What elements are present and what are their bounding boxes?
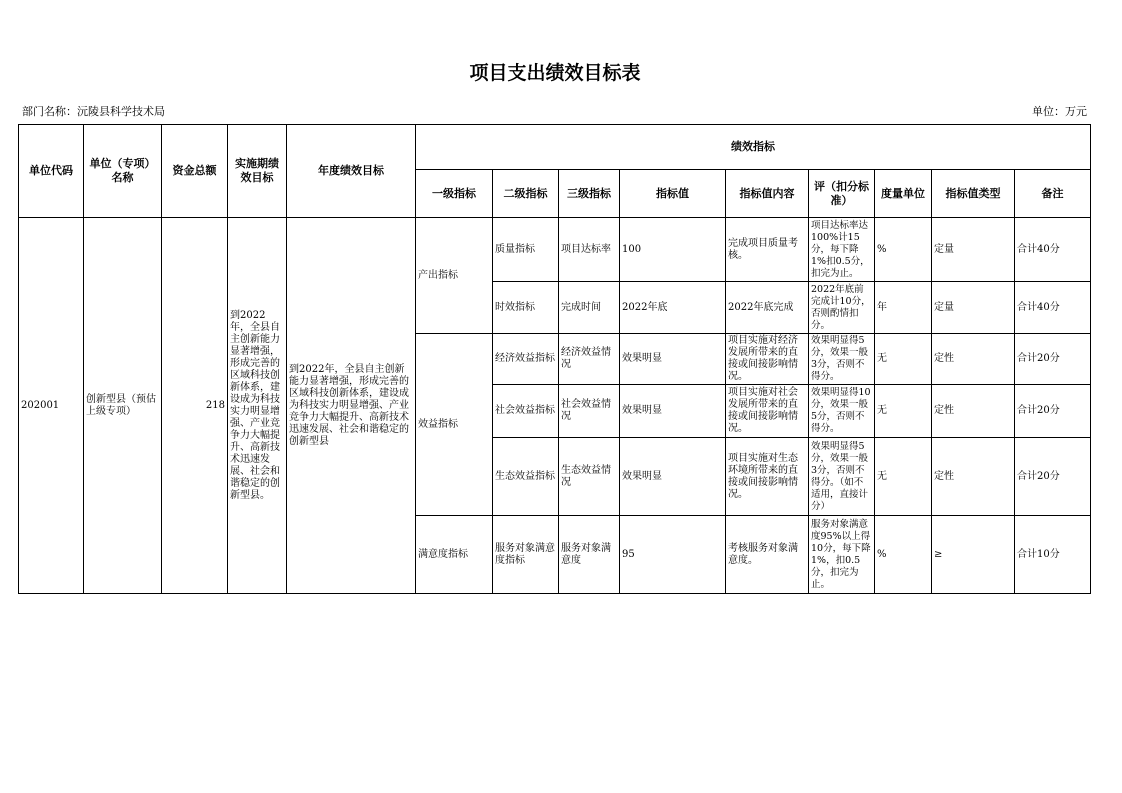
header-period-goal: 实施期绩效目标 — [228, 125, 287, 218]
level1-cell: 产出指标 — [416, 218, 493, 334]
level3-cell: 经济效益情况 — [559, 334, 620, 385]
indicator-value-cell: 效果明显 — [620, 334, 726, 385]
indicator-content-cell: 完成项目质量考核。 — [726, 218, 809, 282]
indicator-value-cell: 2022年底 — [620, 282, 726, 334]
remark-cell: 合计10分 — [1015, 516, 1091, 594]
scoring-cell: 项目达标率达100%计15分，每下降1%扣0.5分，扣完为止。 — [809, 218, 875, 282]
indicator-value-cell: 效果明显 — [620, 385, 726, 438]
indicator-content-cell: 项目实施对社会发展所带来的直接或间接影响情况。 — [726, 385, 809, 438]
header-unit-name: 单位（专项）名称 — [84, 125, 162, 218]
value-type-cell: ≥ — [932, 516, 1015, 594]
indicator-content-cell: 项目实施对生态环境所带来的直接或间接影响情况。 — [726, 438, 809, 516]
scoring-cell: 效果明显得5分，效果一般3分，否则不得分。（如不适用，直接计分） — [809, 438, 875, 516]
value-type-cell: 定量 — [932, 218, 1015, 282]
remark-cell: 合计40分 — [1015, 282, 1091, 334]
indicator-content-cell: 项目实施对经济发展所带来的直接或间接影响情况。 — [726, 334, 809, 385]
level2-cell: 质量指标 — [493, 218, 559, 282]
performance-target-table — [18, 124, 1091, 594]
header-performance-indicators: 绩效指标 — [416, 125, 1091, 170]
header-indicator-content: 指标值内容 — [726, 170, 809, 218]
header-value-type: 指标值类型 — [932, 170, 1015, 218]
remark-cell: 合计20分 — [1015, 438, 1091, 516]
level2-cell: 时效指标 — [493, 282, 559, 334]
level3-cell: 社会效益情况 — [559, 385, 620, 438]
table-row — [19, 218, 1091, 282]
header-unit-code: 单位代码 — [19, 125, 84, 218]
indicator-value-cell: 100 — [620, 218, 726, 282]
header-remark: 备注 — [1015, 170, 1091, 218]
header-scoring: 评（扣分标准） — [809, 170, 875, 218]
measure-unit-cell: % — [875, 516, 932, 594]
header-measure-unit: 度量单位 — [875, 170, 932, 218]
header-annual-goal: 年度绩效目标 — [287, 125, 416, 218]
total-funds-cell: 218 — [162, 218, 228, 594]
header-total-funds: 资金总额 — [162, 125, 228, 218]
value-type-cell: 定性 — [932, 438, 1015, 516]
header-level3: 三级指标 — [559, 170, 620, 218]
header-level1: 一级指标 — [416, 170, 493, 218]
remark-cell: 合计20分 — [1015, 385, 1091, 438]
remark-cell: 合计20分 — [1015, 334, 1091, 385]
measure-unit-cell: 无 — [875, 334, 932, 385]
indicator-content-cell: 考核服务对象满意度。 — [726, 516, 809, 594]
value-type-cell: 定性 — [932, 385, 1015, 438]
scoring-cell: 效果明显得10分，效果一般5分，否则不得分。 — [809, 385, 875, 438]
level3-cell: 项目达标率 — [559, 218, 620, 282]
indicator-value-cell: 效果明显 — [620, 438, 726, 516]
level3-cell: 生态效益情况 — [559, 438, 620, 516]
unit-code-cell: 202001 — [19, 218, 84, 594]
header-level2: 二级指标 — [493, 170, 559, 218]
level1-cell: 满意度指标 — [416, 516, 493, 594]
department-name: 部门名称：沅陵县科学技术局 — [22, 105, 165, 118]
level2-cell: 社会效益指标 — [493, 385, 559, 438]
header-indicator-value: 指标值 — [620, 170, 726, 218]
remark-cell: 合计40分 — [1015, 218, 1091, 282]
level3-cell: 完成时间 — [559, 282, 620, 334]
currency-unit: 单位：万元 — [1032, 105, 1087, 118]
measure-unit-cell: 年 — [875, 282, 932, 334]
measure-unit-cell: 无 — [875, 438, 932, 516]
page-title: 项目支出绩效目标表 — [469, 62, 641, 84]
level1-cell: 效益指标 — [416, 334, 493, 516]
level2-cell: 服务对象满意度指标 — [493, 516, 559, 594]
period-goal-cell: 到2022年，全县自主创新能力显著增强，形成完善的区域科技创新体系，建设成为科技实力明显增强、产业竞争力大幅提升、高新技术迅速发展、社会和谐稳定的创新型县。 — [228, 218, 287, 594]
value-type-cell: 定性 — [932, 334, 1015, 385]
annual-goal-cell: 到2022年，全县自主创新能力显著增强，形成完善的区域科技创新体系，建设成为科技实力明显增强、产业竞争力大幅提升、高新技术迅速发展、社会和谐稳定的创新型县 — [287, 218, 416, 594]
level2-cell: 经济效益指标 — [493, 334, 559, 385]
value-type-cell: 定量 — [932, 282, 1015, 334]
scoring-cell: 服务对象满意度95%以上得10分，每下降1%，扣0.5分，扣完为止。 — [809, 516, 875, 594]
measure-unit-cell: 无 — [875, 385, 932, 438]
scoring-cell: 2022年底前完成计10分，否则酌情扣分。 — [809, 282, 875, 334]
level3-cell: 服务对象满意度 — [559, 516, 620, 594]
scoring-cell: 效果明显得5分，效果一般3分，否则不得分。 — [809, 334, 875, 385]
indicator-content-cell: 2022年底完成 — [726, 282, 809, 334]
indicator-value-cell: 95 — [620, 516, 726, 594]
unit-name-cell: 创新型县（预估上级专项） — [84, 218, 162, 594]
level2-cell: 生态效益指标 — [493, 438, 559, 516]
measure-unit-cell: % — [875, 218, 932, 282]
